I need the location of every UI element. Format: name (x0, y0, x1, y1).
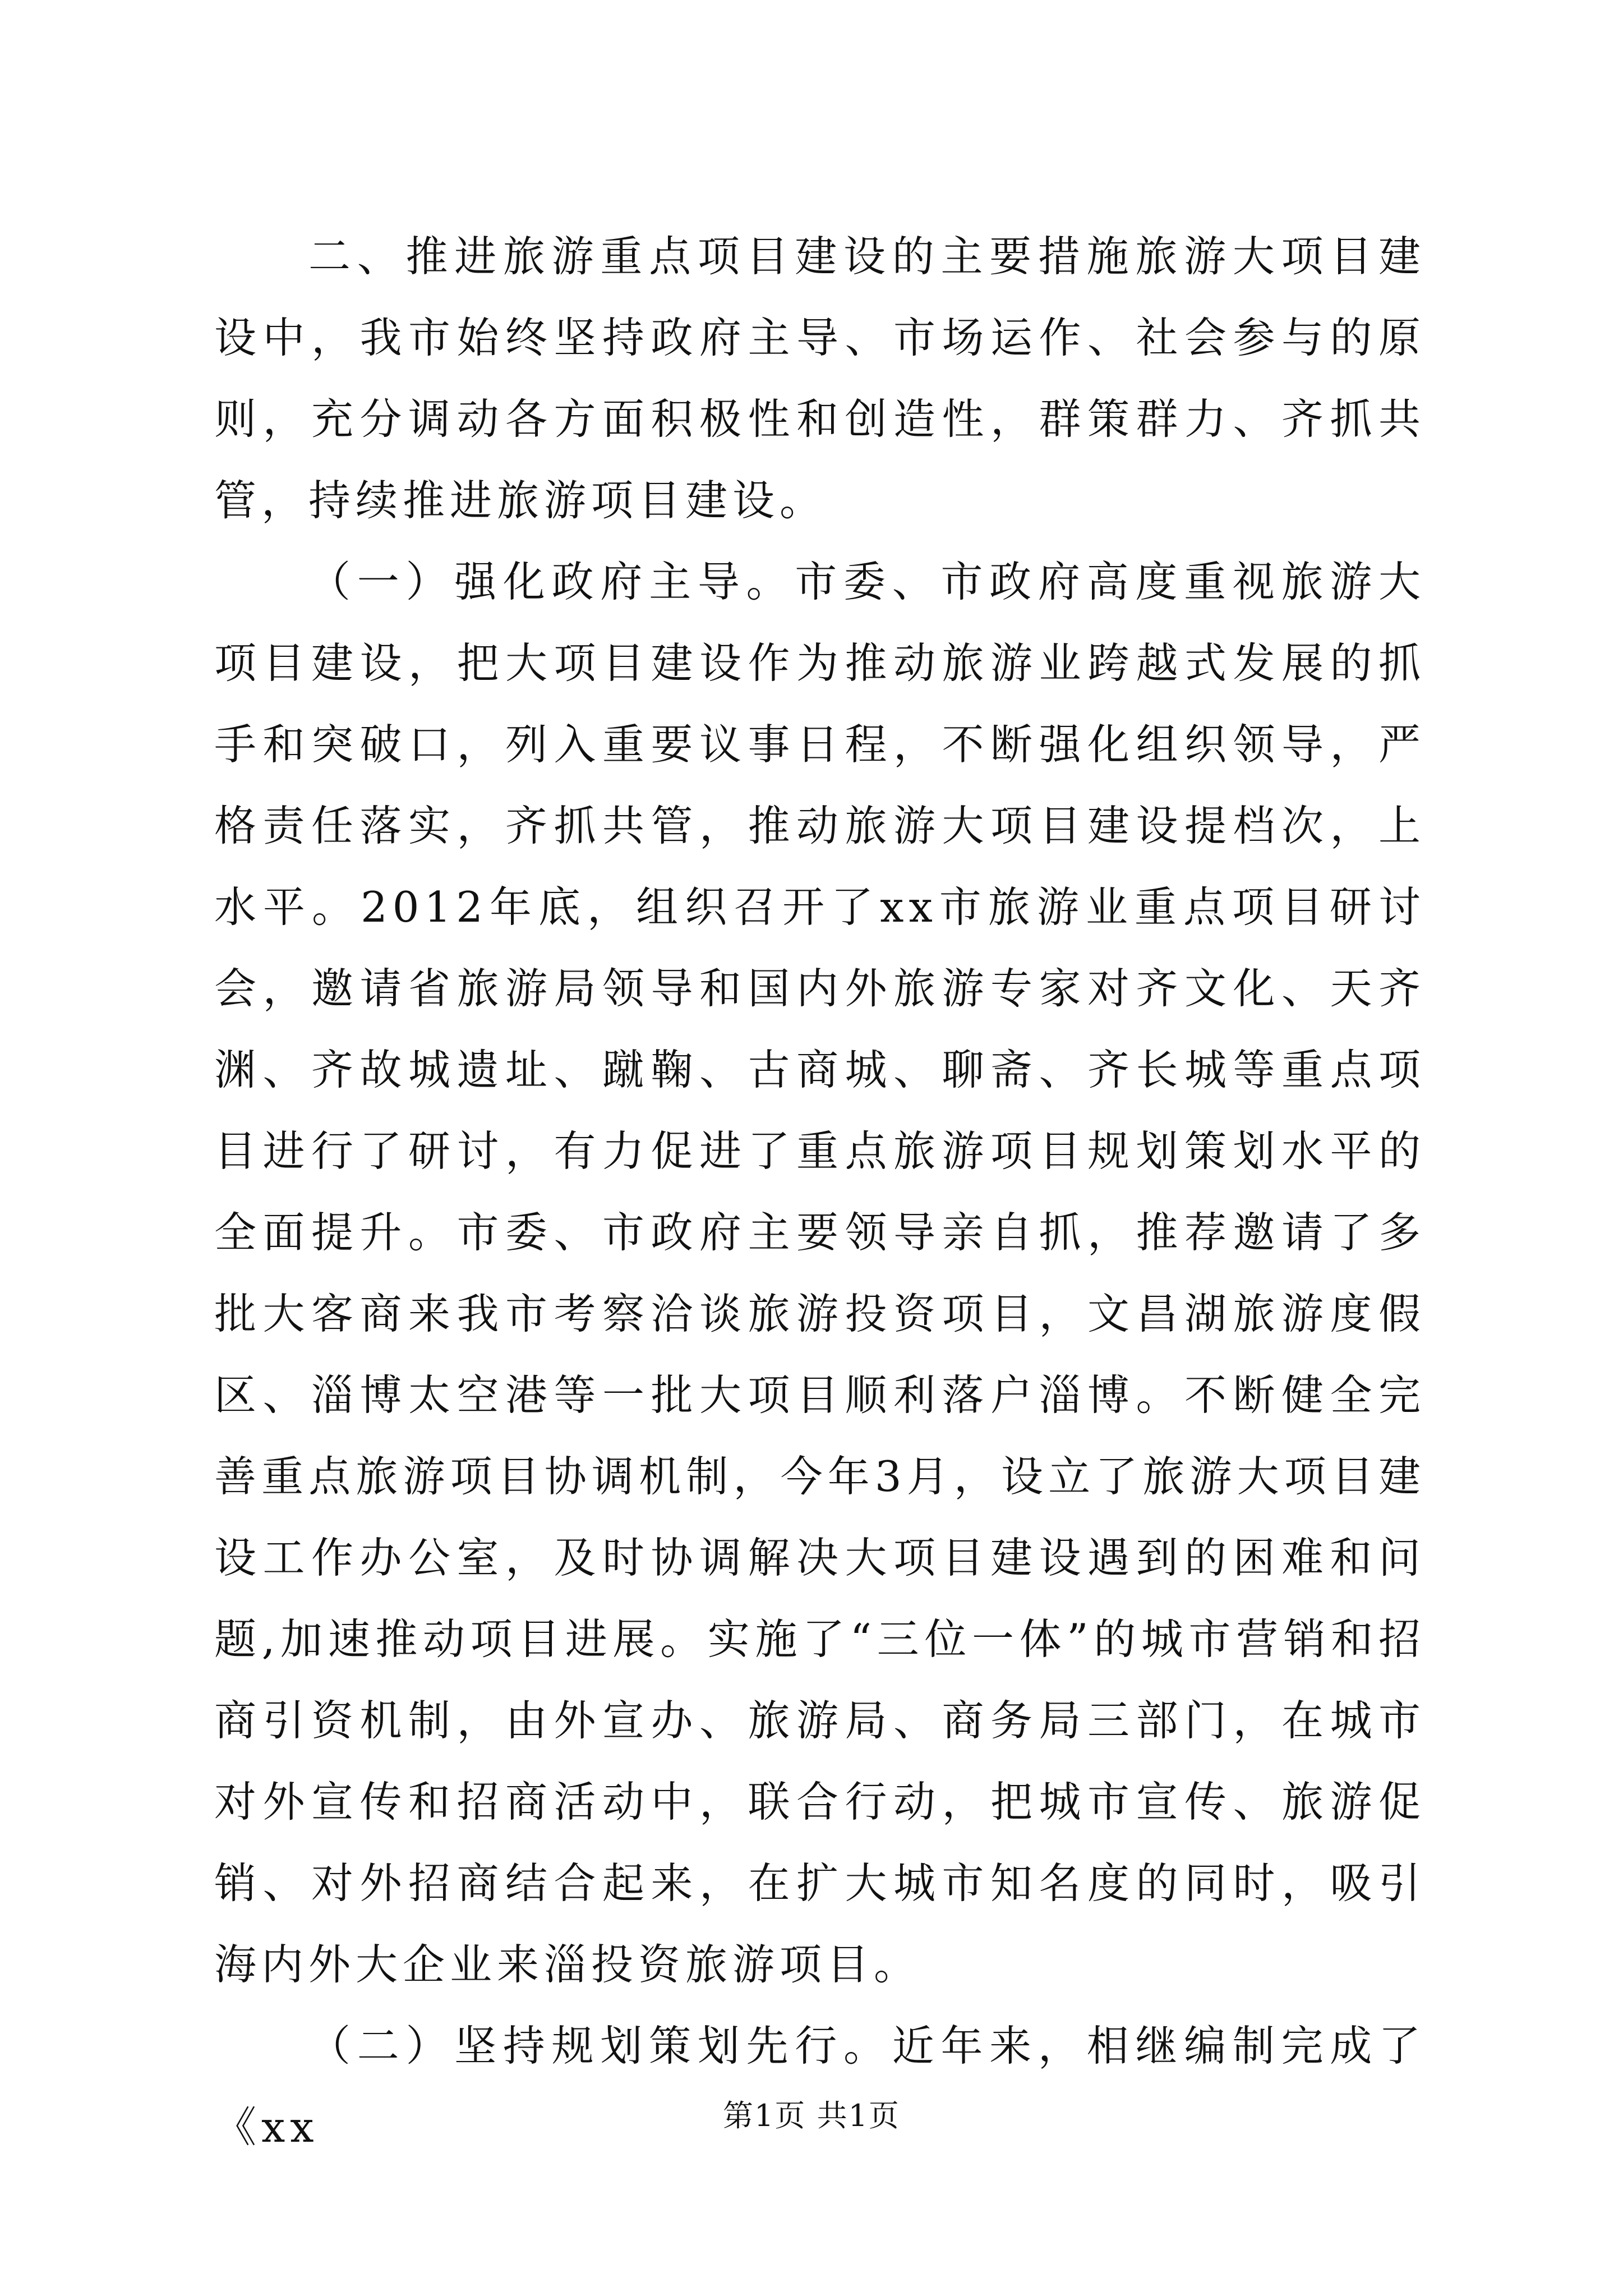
paragraph-planning-first: （二）坚持规划策划先行。近年来，相继编制完成了《xx (214, 2021, 1426, 2152)
paragraph-measures-intro: 二、推进旅游重点项目建设的主要措施旅游大项目建设中，我市始终坚持政府主导、市场运作、社会参与的原则，充分调动各方面积极性和创造性，群策群力、齐抓共管，持续推进旅游项目建设。 (214, 232, 1426, 525)
document-body (214, 216, 1426, 2168)
paragraph-government-leadership: （一）强化政府主导。市委、市政府高度重视旅游大项目建设，把大项目建设作为推动旅游业跨越式发展的抓手和突破口，列入重要议事日程，不断强化组织领导，严格责任落实，齐抓共管，推动旅游大项目建设提档次，上水平。2012年底，组织召开了xx市旅游业重点项目研讨会，邀请省旅游局领导和国内外旅游专家对齐文化、天齐渊、齐故城遗址、蹴鞠、古商城、聊斋、齐长城等重点项目进行了研讨，有力促进了重点旅游项目规划策划水平的全面提升。市委、市政府主要领导亲自抓，推荐邀请了多批大客商来我市考察洽谈旅游投资项目，文昌湖旅游度假区、淄博太空港等一批大项目顺利落户淄博。不断健全完善重点旅游项目协调机制，今年3月，设立了旅游大项目建设工作办公室，及时协调解决大项目建设遇到的困难和问题,加速推动项目进展。实施了“三位一体”的城市营销和招商引资机制，由外宣办、旅游局、商务局三部门，在城市对外宣传和招商活动中，联合行动，把城市宣传、旅游促销、对外招商结合起来，在扩大城市知名度的同时，吸引海内外大企业来淄投资旅游项目。 (214, 557, 1426, 1989)
page-number-footer: 第1页 共1页 (723, 2098, 900, 2133)
